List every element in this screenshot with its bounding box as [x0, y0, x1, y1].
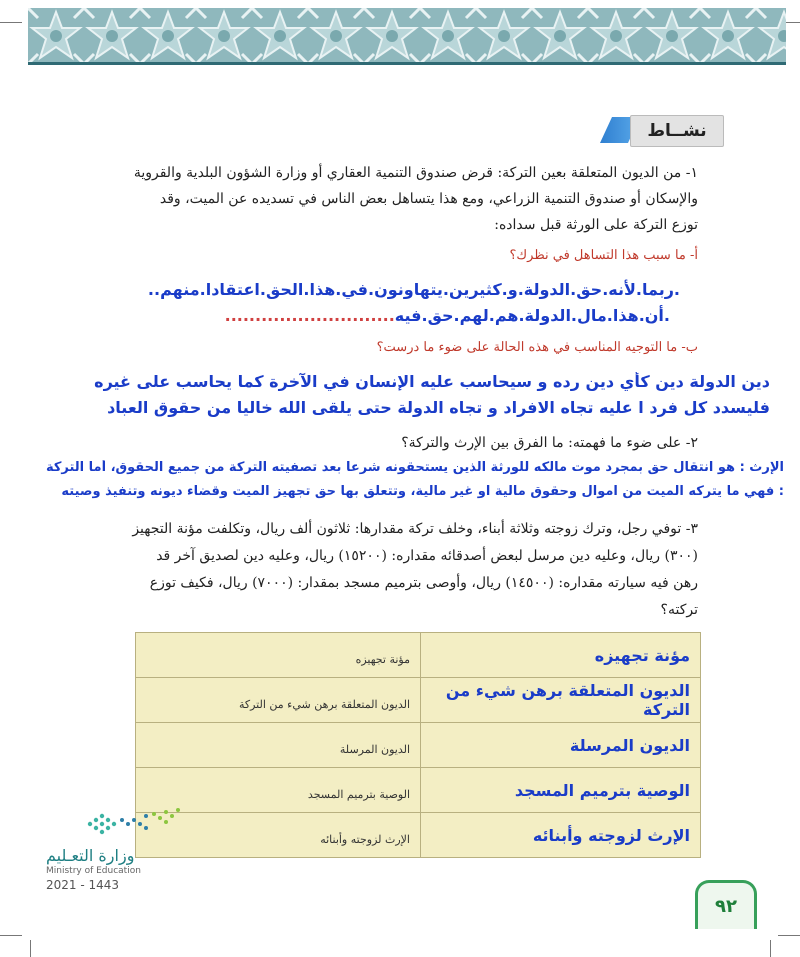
crop-mark [0, 22, 22, 23]
ministry-logo-icon [86, 806, 182, 844]
question-1a-answer-line1: .ربما.لأنه.حق.الدولة.و.كثيرين.يتهاونون.في.هذا.الحق.اعتقادا.منهم.. [147, 280, 680, 299]
question-1b-prompt: ب- ما التوجيه المناسب في هذه الحالة على ضوء ما درست؟ [376, 340, 698, 355]
question-1b-answer-line1: دين الدولة دين كأي دين رده و سيحاسب عليه الإنسان في الآخرة كما يحاسب على غيره [94, 372, 770, 391]
geometric-pattern [28, 8, 786, 64]
decorative-banner [28, 8, 786, 64]
row-answer[interactable]: الإرث لزوجته وأبنائه [421, 813, 701, 858]
crop-mark [30, 940, 31, 957]
page-number: ٩٢ [695, 880, 757, 929]
table-row [136, 633, 701, 678]
activity-label: نشــاط [630, 115, 724, 147]
activity-badge [600, 115, 722, 145]
banner-underline [28, 62, 786, 65]
question-2-prompt: ٢- على ضوء ما فهمته: ما الفرق بين الإرث والتركة؟ [401, 435, 698, 451]
question-1-text: ١- من الديون المتعلقة بعين التركة: قرض صندوق التنمية العقاري أو وزارة الشؤون البلدية والقروية والإسكان أو صندوق التنمية الزراعي، ومع هذا يتساهل بعض الناس في تسديده عن الميت، وقد توزع التركة على الورثة قبل سداده: [133, 165, 698, 233]
crop-mark [0, 935, 22, 936]
table-row [136, 813, 701, 858]
crop-mark [778, 935, 800, 936]
row-answer[interactable]: الديون المتعلقة برهن شيء من التركة [421, 678, 701, 723]
table-row [136, 723, 701, 768]
question-2-answer-line1: الإرث : هو انتقال حق بمجرد موت مالكه للورثة الذين يستحقونه شرعا بعد تصفيته التركة من جميع الحقوق، أما التركة [45, 460, 784, 475]
row-answer[interactable]: مؤنة تجهيزه [421, 633, 701, 678]
question-1a-prompt: أ- ما سبب هذا التساهل في نظرك؟ [509, 248, 698, 263]
row-label: مؤنة تجهيزه [136, 633, 421, 678]
question-1a-answer-line2: .أن.هذا.مال.الدولة.هم.لهم.حق.فيه............................ [224, 306, 670, 325]
ministry-name-arabic: وزارة التعـليم [46, 846, 135, 865]
edition-year: 2021 - 1443 [46, 878, 120, 892]
answer-dotted-line: ............................ [224, 306, 395, 325]
table-row [136, 768, 701, 813]
row-label: الإرث لزوجته وأبنائه [136, 813, 421, 858]
estate-distribution-table [135, 632, 701, 858]
question-2-answer-line2: : فهي ما يتركه الميت من اموال وحقوق مالية او غير مالية، وتتعلق بها حق تجهيز الميت وقضاء ديونه وتنفيذ وصيته [61, 484, 784, 499]
row-answer[interactable]: الوصية بترميم المسجد [421, 768, 701, 813]
question-1b-answer-line2: فليسدد كل فرد ا عليه تجاه الافراد و تجاه الدولة حتى يلقى الله خاليا من حقوق العباد [107, 398, 770, 417]
question-3-text: ٣- توفي رجل، وترك زوجته وثلاثة أبناء، وخلف تركة مقدارها: ثلاثون ألف ريال، وتكلفت مؤنة التجهيز (٣٠٠) ريال، وعليه دين مرسل لبعض أصدقائه مقداره: (١٥٢٠٠) ريال، وعليه دين لصديق آخر قد رهن فيه سيارته مقداره: (١٤٥٠٠) ريال، وأوصى بترميم مسجد بمقدار: (٧٠٠٠) ريال، فكيف توزع تركته؟ [132, 521, 698, 618]
row-label: الديون المتعلقة برهن شيء من التركة [136, 678, 421, 723]
row-answer[interactable]: الديون المرسلة [421, 723, 701, 768]
table-row [136, 678, 701, 723]
crop-mark [770, 940, 771, 957]
row-label: الوصية بترميم المسجد [136, 768, 421, 813]
ministry-name-english: Ministry of Education [46, 866, 141, 876]
row-label: الديون المرسلة [136, 723, 421, 768]
